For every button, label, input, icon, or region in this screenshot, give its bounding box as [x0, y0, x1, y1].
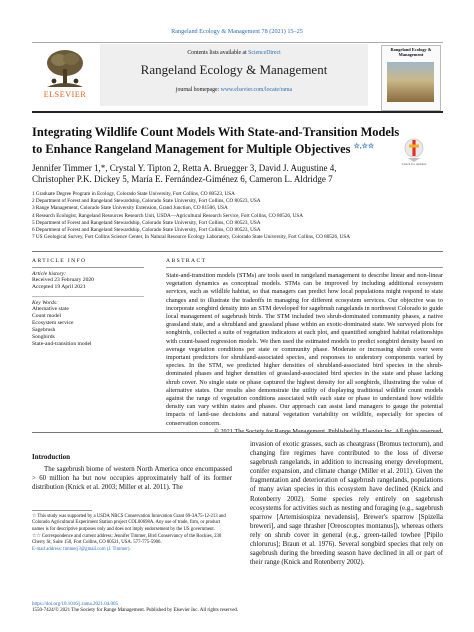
footnote-rule	[32, 510, 92, 511]
journal-title: Rangeland Ecology & Management	[140, 62, 328, 77]
introduction-column-2: invasion of exotic grasses, such as cheatgrass (Bromus tectorum), and changing fire regimes have contributed to the loss of diverse sagebrush rangelands, in addition to increasing energy development, conifer expansion, and climate change (Miller et al. 2011). Given the fragmentation and deterioration of sagebrush rangelands, populations of many avian species in this ecosystem have declined (Knick and Rotenberry 2002). Some species rely entirely on sagebrush ecosystems for activities such as nesting and foraging (e.g., sagebrush sparrow [Artemisiospiza nevadensis], Brewer's sparrow [Spizella breweri], and sage thrasher [Oreoscoptes montanus]), whereas others rely on shrub cover in general (e.g., green-tailed towhee [Pipilo chlorurus]; Braun et al. 1976). Several songbird species that rely on sagebrush during the breeding season have declined in all or part of their range (Knick and Rotenberry 2002).	[250, 441, 443, 567]
affiliation-3: 3 Range Management, Colorado State University Extension, Grand Junction, CO 81506, USA	[32, 205, 228, 212]
keyword-item: Count model	[32, 313, 62, 319]
crossmark-graphic	[404, 138, 424, 162]
abstract	[166, 258, 443, 435]
journal-masthead	[32, 42, 443, 113]
masthead-center	[100, 44, 368, 106]
affiliation-1: 1 Graduate Degree Program in Ecology, Colorado State University, Fort Collins, CO 80523, USA	[32, 191, 235, 197]
affiliation-7: 7 US Geological Survey, Fort Collins Science Center, In Natural Resource Ecology Laboratory, Colorado State University, Fort Collins, CO 80526, USA	[32, 234, 351, 241]
authors-line-2[interactable]: Christopher P.K. Dickey 5, María E. Fernández-Giménez 6, Cameron L. Aldridge 7	[32, 174, 333, 184]
affiliation-2: 2 Department of Forest and Rangeland Stewardship, Colorado State University, Fort Collins, CO 80523, USA	[32, 198, 261, 205]
abstract-copyright: © 2021 The Society for Range Management. Published by Elsevier Inc. All rights reserved.	[214, 427, 443, 435]
homepage-prefix: journal homepage:	[175, 87, 221, 93]
keywords-label: Key Words:	[32, 300, 58, 306]
doi-link[interactable]: https://doi.org/10.1016/j.rama.2021.04.005	[32, 602, 119, 607]
introduction-paragraph	[32, 465, 232, 492]
author-list	[32, 163, 437, 185]
elsevier-logo[interactable]	[36, 47, 94, 107]
keyword-item: Ecosystem service	[32, 320, 74, 326]
article-info-heading: ARTICLE INFO	[32, 258, 87, 264]
doi-block	[32, 602, 443, 614]
contents-availability	[100, 50, 368, 56]
cover-image	[387, 62, 434, 102]
abstract-text: State-and-transition models (STMs) are tools used in rangeland management to describe linear and non-linear vegetation dynamics as conceptual models. STMs can be improved by including additional ecosystem services, such as wildlife habitat, so that managers can predict how local populations might respond to state changes and to illustrate the tradeoffs in managing for different ecosystem services. Our objective was to incorporate songbird density into an STM developed for sagebrush rangelands in northwest Colorado to guide local management of sagebrush birds. The STM included two shrub-dominated community phases, a native grassland state, and a shrubland and grassland phase within an exotic-dominated state. We surveyed plots for songbirds, collected a suite of vegetation indicators at each plot, and quantified songbird habitat relationships with count-based regression models. We then used the estimated models to predict songbird density based on average vegetation conditions per state or community phase. Moderate or increasing shrub cover were important predictors for shrubland-associated species, and responses to understory components varied by species. In the STM, we predicted higher densities of shrubland-associated bird species in the shrub-dominated phases and higher densities of grassland-associated bird species in the state and phase lacking shrub cover. No single state or phase captured the highest density for all songbirds, illustrating the value of alternative states. Our results also demonstrate the utility of displaying traditional wildlife count models against the range of vegetation conditions associated with each state or phase to understand how wildlife density can vary within states and phases. Our approach can assist land managers to gauge the potential impacts of land-use decisions and natural vegetation variability on wildlife, especially for species of conservation concern.	[166, 272, 443, 427]
abstract-rule	[166, 267, 443, 268]
crossmark-label: Check for updates	[401, 162, 427, 166]
publisher-name: ELSEVIER	[43, 90, 87, 99]
introduction-heading: Introduction	[32, 453, 70, 461]
article-title-text: Integrating Wildlife Count Models With State-and-Transition Models to Enhance Rangeland Management for Multiple Objectives	[32, 125, 400, 157]
divider-bottom	[32, 432, 443, 433]
sciencedirect-link[interactable]: ScienceDirect	[248, 50, 281, 56]
article-history-label: Article history:	[32, 271, 67, 277]
homepage-link[interactable]: www.elsevier.com/locate/rama	[220, 87, 293, 93]
article-info	[32, 258, 144, 348]
divider-top	[32, 251, 443, 252]
footnotes	[32, 510, 232, 555]
affiliations	[32, 191, 442, 241]
title-footnote-marks[interactable]: ☆,☆☆	[353, 142, 375, 150]
contents-prefix: Contents lists available at	[187, 50, 249, 56]
accepted-date: Accepted 19 April 2021	[32, 284, 86, 290]
keyword-item: Songbirds	[32, 334, 55, 340]
footnote-correspondence: ☆☆ Correspondence and current address: Jennifer Timmer, Bird Conservancy of the Rockies, 230 Cherry St, Suite 150, Fort Collins, CO 80521, USA. 577-775-5906.	[32, 533, 222, 546]
intro-para-1: The sagebrush biome of western North America once encompassed > 60 million ha but now occupies approximately half of its former distribution (Knick et al. 2003; Miller et al. 2011). The	[32, 466, 232, 492]
affiliation-4: 4 Research Ecologist, Rangeland Resources Research Unit, USDA—Agricultural Research Service, Fort Collins, CO 80526, USA	[32, 212, 303, 219]
affiliation-5: 5 Department of Forest and Rangeland Stewardship, Colorado State University, Fort Collins, CO 80523, USA	[32, 219, 261, 226]
article-title	[32, 125, 402, 156]
authors-line-1[interactable]: Jennifer Timmer 1,*, Crystal Y. Tipton 2, Retta A. Bruegger 3, David J. Augustine 4,	[32, 163, 337, 173]
keywords-rule	[32, 296, 144, 297]
keyword-item: Alternative state	[32, 306, 69, 312]
keyword-item: Sagebrush	[32, 327, 56, 333]
received-date: Received 23 February 2020	[32, 277, 94, 283]
journal-cover-thumbnail[interactable]	[381, 45, 441, 111]
affiliation-6: 6 Department of Forest and Rangeland Stewardship, Colorado State University, Fort Collins, CO 80523, USA	[32, 227, 261, 234]
journal-homepage	[100, 87, 368, 93]
abstract-heading: ABSTRACT	[166, 258, 207, 264]
running-head[interactable]: Rangeland Ecology & Management 78 (2021) 15–25	[171, 28, 303, 35]
crossmark-icon[interactable]	[404, 138, 424, 162]
footnote-email[interactable]: E-mail address: timmerj3@gmail.com (J. Timmer).	[32, 547, 131, 553]
article-info-rule	[32, 267, 144, 268]
elsevier-tree-logo	[42, 47, 88, 91]
keyword-item: State-and-transition model	[32, 341, 92, 347]
footnote-funding: ☆ This study was supported by a USDA NRCS Conservation Innovation Grant 69-3A75-12-213 and Colorado Agricultural Experiment Station project COL00698A. Any use of trade, firm, or product names is for descriptive purposes only and does not imply endorsement by the US government.	[32, 514, 226, 532]
cover-title: Rangeland Ecology & Management	[390, 47, 432, 57]
issn-line: 1550-7424/© 2021 The Society for Range Management. Published by Elsevier Inc. All rights reserved.	[32, 608, 239, 614]
